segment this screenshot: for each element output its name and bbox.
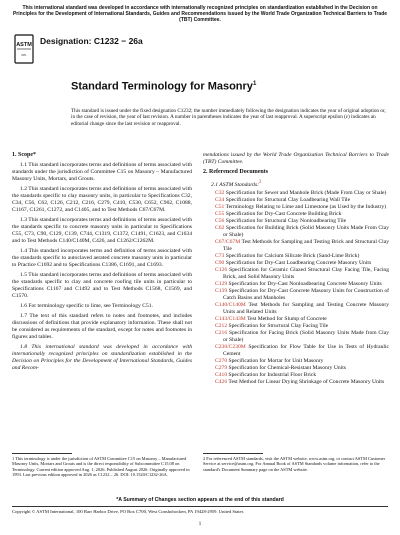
left-column <box>12 152 192 375</box>
reference-title: Specification for Mortar for Unit Masonry <box>227 357 324 364</box>
reference-title: Specification for Structural Clay Nonloadbearing Tile <box>224 217 347 224</box>
issuance-statement: This standard is issued under the fixed designation C1232; the number immediately following the designation indicates the year of original adoption or, in the case of revision, the year of last revision. A number in parentheses indicates the year of last reapproval. A superscript epsilon (ε) indicates an editorial change since the last revision or reapproval. <box>71 108 386 127</box>
reference-code-link[interactable]: C143/C143M <box>215 315 246 322</box>
reference-code-link[interactable]: C34 <box>215 196 225 203</box>
reference-item <box>211 379 389 386</box>
reference-code-link[interactable]: C270 <box>215 357 228 364</box>
copyright-address: Copyright © ASTM International, 100 Barr Harbor Drive, PO Box C700, West Conshohocken, PA 19428-2959. United States <box>12 509 244 514</box>
reference-item <box>211 211 389 218</box>
reference-code-link[interactable]: C126 <box>215 266 228 273</box>
reference-item <box>211 316 389 323</box>
reference-code-link[interactable]: C67/C67M <box>215 238 241 245</box>
reference-title: Test Methods for Sampling and Testing Concrete Masonry Units and Related Units <box>223 301 389 315</box>
reference-item <box>211 302 389 316</box>
reference-title: Specification for Dry-Cast Concrete Masonry Units for Construction of Catch Basins and Manholes <box>223 287 389 301</box>
wto-notice: This international standard was developed in accordance with internationally recognized principles on standardization established in the Decision on Principles for the Development of International Standards, Guides and Recommendations issued by the World Trade Organization Technical Barriers to Trade (TBT) Committee. <box>12 5 388 23</box>
reference-code-link[interactable]: C410 <box>215 371 228 378</box>
reference-code-link[interactable]: C139 <box>215 287 228 294</box>
paragraph-1-5: 1.5 This standard incorporates terms and definitions of terms associated with the standards specific to clay and concrete roofing tile units in particular to Specifications C1167 and C1492 and to Test Methods C1568, C1569, and C1570. <box>12 272 192 299</box>
reference-title: Specification for Flow Table for Use in Tests of Hydraulic Cement <box>223 343 389 357</box>
reference-item <box>211 260 389 267</box>
reference-code-link[interactable]: C140/C140M <box>215 301 246 308</box>
title-text: Standard Terminology for Masonry <box>71 80 253 93</box>
paragraph-1-4: 1.4 This standard incorporates terms and definition of terms associated with the standards specific to autoclaved aerated concrete masonry units in particular to Practice C1692 and to Specifications C1386, C1691, and C1693. <box>12 248 192 268</box>
reference-item <box>211 358 389 365</box>
reference-code-link[interactable]: C56 <box>215 217 225 224</box>
reference-title: Specification for Industrial Floor Brick <box>227 371 317 378</box>
reference-title: Specification for Building Brick (Solid Masonry Units Made From Clay or Shale) <box>223 224 389 238</box>
footnote-divider-left <box>12 453 72 454</box>
document-title <box>71 78 256 94</box>
reference-code-link[interactable]: C212 <box>215 322 228 329</box>
reference-item <box>211 372 389 379</box>
reference-title: Test Method for Linear Drying Shrinkage of Concrete Masonry Units <box>227 378 385 385</box>
referenced-documents-heading: 2. Referenced Documents <box>203 169 269 175</box>
astm-standards-label: 2.1 ASTM Standards: <box>211 181 260 188</box>
footnote-divider-right <box>203 453 263 454</box>
paragraph-1-3: 1.3 This standard incorporates terms and definitions of terms associated with the standards specific to concrete masonry units in particular to Specifications C55, C73, C90, C129, C139, C744, C1319, C1372, C1491, C1623, and C1634 and to Test Methods C140/C140M, C426, and C1262/C1262M. <box>12 217 192 244</box>
paragraph-1-8: 1.8 This international standard was developed in accordance with internationally recognized principles on standardization established in the Decision on Principles for the Development of International Standards, Guides and Recom- <box>12 344 192 371</box>
scope-heading: 1. Scope* <box>12 152 36 158</box>
reference-item <box>211 288 389 302</box>
page-number: 1 <box>198 521 202 527</box>
reference-item <box>211 190 389 197</box>
reference-item <box>211 225 389 239</box>
reference-code-link[interactable]: C230/C230M <box>215 343 246 350</box>
reference-item <box>211 330 389 344</box>
paragraph-1-1: 1.1 This standard incorporates terms and definitions of terms associated with standards under the jurisdiction of Committee C15 on Masonry – Manufactured Masonry Units, Mortars, and Grouts. <box>12 162 192 182</box>
reference-title: Specification for Chemical-Resistant Masonry Units <box>227 364 346 371</box>
reference-code-link[interactable]: C216 <box>215 329 228 336</box>
reference-code-link[interactable]: C90 <box>215 259 225 266</box>
footnote-2: 2 For referenced ASTM standards, visit the ASTM website, www.astm.org, or contact ASTM Customer Service at service@astm.org. For Annual Book of ASTM Standards volume information, refer to the standard's Document Summary page on the ASTM website. <box>203 456 386 472</box>
reference-item <box>211 281 389 288</box>
reference-title: Specification for Dry-Cast Nonloadbearing Concrete Masonry Units <box>227 280 382 287</box>
paragraph-1-2: 1.2 This standard incorporates terms and definitions of terms associated with the standards specific to clay masonry units, in particular to Specifications C32, C34, C56, C62, C126, C212, C216, C279, C410, C530, C652, C902, C1088, C1167, C1261, C1272, and C1405, and to Test Methods C67/C67M. <box>12 186 192 213</box>
reference-item <box>211 365 389 372</box>
reference-item <box>211 218 389 225</box>
paragraph-1-6: 1.6 For terminology specific to lime, see Terminology C51. <box>20 303 153 309</box>
reference-item <box>211 204 389 211</box>
svg-text:INTL: INTL <box>21 54 27 57</box>
reference-title: Test Method for Slump of Concrete <box>245 315 327 322</box>
footnote-1: 1 This terminology is under the jurisdiction of ASTM Committee C15 on Masonry – Manufactured Masonry Units, Mortars and Grouts and is the direct responsibility of Subcommittee C15.08 on Terminology. Current edition approved Aug. 1, 2026. Published August 2026. Originally approved in 1993. Last previous edition approved in 2026 as C1232 – 26. DOI: 10.1520/C1232-26A. <box>12 456 190 478</box>
reference-code-link[interactable]: C129 <box>215 280 228 287</box>
reference-title: Specification for Dry-Cast Loadbearing Concrete Masonry Units <box>224 259 372 266</box>
reference-code-link[interactable]: C62 <box>215 224 225 231</box>
reference-title: Test Methods for Sampling and Testing Brick and Structural Clay Tile <box>223 238 389 252</box>
reference-code-link[interactable]: C279 <box>215 364 228 371</box>
reference-code-link[interactable]: C32 <box>215 189 225 196</box>
reference-item <box>211 197 389 204</box>
reference-code-link[interactable]: C55 <box>215 210 225 217</box>
title-footnote-mark: 1 <box>252 81 257 87</box>
reference-title: Specification for Ceramic Glazed Structural Clay Facing Tile, Facing Brick, and Solid Masonry Units <box>223 266 389 280</box>
reference-code-link[interactable]: C73 <box>215 252 225 259</box>
svg-text:ASTM: ASTM <box>16 42 32 48</box>
reference-item <box>211 323 389 330</box>
reference-code-link[interactable]: C51 <box>215 203 225 210</box>
reference-title: Terminology Relating to Lime and Limestone (as Used by the Industry) <box>224 203 387 210</box>
right-column <box>203 152 389 386</box>
reference-code-link[interactable]: C426 <box>215 378 228 385</box>
reference-title: Specification for Sewer and Manhole Brick (Made From Clay or Shale) <box>224 189 387 196</box>
astm-logo-icon <box>14 34 34 64</box>
astm-standards-subheading <box>211 179 389 189</box>
reference-item <box>211 267 389 281</box>
paragraph-1-7: 1.7 The text of this standard refers to notes and footnotes, and includes discussions of definitions that provide explanatory information. These shall not be considered as requirements of the standard, except for notes and footnotes in figures and tables. <box>12 313 192 340</box>
bottom-divider <box>12 506 388 507</box>
reference-item <box>211 253 389 260</box>
reference-title: Specification for Structural Clay Facing Tile <box>227 322 329 329</box>
reference-title: Specification for Calcium Silicate Brick (Sand-Lime Brick) <box>224 252 360 259</box>
astm-standards-footnote-mark: 2 <box>259 180 262 185</box>
reference-item <box>211 239 389 253</box>
summary-of-changes-note: *A Summary of Changes section appears at the end of this standard <box>116 497 284 503</box>
reference-title: Specification for Facing Brick (Solid Masonry Units Made from Clay or Shale) <box>223 329 389 343</box>
designation: Designation: C1232 − 26a <box>40 36 143 46</box>
reference-item <box>211 344 389 358</box>
reference-title: Specification for Structural Clay Loadbearing Wall Tile <box>224 196 351 203</box>
reference-list <box>203 190 389 386</box>
reference-title: Specification for Dry-Cast Concrete Building Brick <box>224 210 342 217</box>
continued-paragraph: mendations issued by the World Trade Organization Technical Barriers to Trade (TBT) Committee. <box>203 152 389 165</box>
